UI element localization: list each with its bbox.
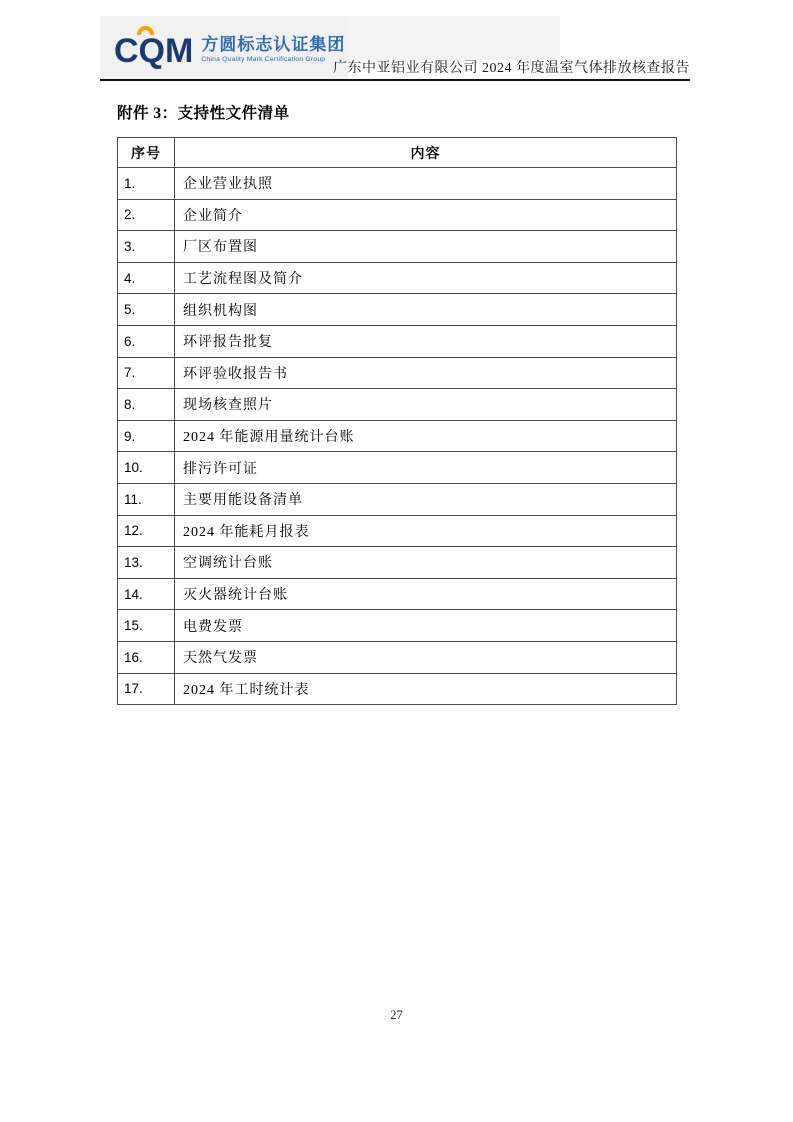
row-content-cell: 工艺流程图及简介 — [175, 262, 677, 294]
row-number-cell: 6. — [118, 325, 175, 357]
table-row — [118, 610, 677, 642]
header-divider — [100, 79, 690, 81]
cqm-logo-block — [100, 16, 348, 79]
table-row — [118, 578, 677, 610]
row-number-cell: 12. — [118, 515, 175, 547]
row-content-cell: 2024 年工时统计表 — [175, 673, 677, 705]
row-content-cell: 天然气发票 — [175, 641, 677, 673]
row-content-cell: 2024 年能源用量统计台账 — [175, 420, 677, 452]
row-number-cell: 10. — [118, 452, 175, 484]
row-number-cell: 8. — [118, 389, 175, 421]
row-number-cell: 16. — [118, 641, 175, 673]
report-header-title: 广东中亚铝业有限公司 2024 年度温室气体排放核查报告 — [333, 61, 690, 76]
supporting-documents-table — [117, 137, 677, 705]
row-content-cell: 企业营业执照 — [175, 168, 677, 200]
table-row — [118, 483, 677, 515]
cqm-logo-letters: CQM — [114, 31, 194, 70]
table-row — [118, 673, 677, 705]
doc-table-body — [118, 168, 677, 705]
row-content-cell: 组织机构图 — [175, 294, 677, 326]
row-content-cell: 环评报告批复 — [175, 325, 677, 357]
table-row — [118, 231, 677, 263]
cqm-logo — [114, 31, 194, 70]
row-number-cell: 11. — [118, 483, 175, 515]
row-number-cell: 9. — [118, 420, 175, 452]
column-header-content: 内容 — [175, 138, 677, 168]
table-row — [118, 515, 677, 547]
row-content-cell: 环评验收报告书 — [175, 357, 677, 389]
table-row — [118, 389, 677, 421]
row-content-cell: 排污许可证 — [175, 452, 677, 484]
logo-arc-icon — [137, 26, 154, 35]
logo-text-block — [201, 36, 345, 64]
table-row — [118, 168, 677, 200]
row-content-cell: 现场核查照片 — [175, 389, 677, 421]
row-number-cell: 2. — [118, 199, 175, 231]
row-number-cell: 17. — [118, 673, 175, 705]
row-number-cell: 1. — [118, 168, 175, 200]
table-row — [118, 420, 677, 452]
logo-chinese-name: 方圆标志认证集团 — [201, 34, 346, 54]
page-number: 27 — [390, 1008, 403, 1022]
table-row — [118, 294, 677, 326]
table-row — [118, 452, 677, 484]
row-content-cell: 主要用能设备清单 — [175, 483, 677, 515]
row-number-cell: 5. — [118, 294, 175, 326]
row-content-cell: 空调统计台账 — [175, 547, 677, 579]
row-number-cell: 4. — [118, 262, 175, 294]
row-number-cell: 15. — [118, 610, 175, 642]
table-header-row — [118, 138, 677, 168]
table-row — [118, 325, 677, 357]
row-number-cell: 7. — [118, 357, 175, 389]
table-header — [118, 138, 677, 168]
column-header-number: 序号 — [118, 138, 175, 168]
row-content-cell: 灭火器统计台账 — [175, 578, 677, 610]
table-row — [118, 641, 677, 673]
table-row — [118, 262, 677, 294]
table-row — [118, 357, 677, 389]
table-row — [118, 547, 677, 579]
row-number-cell: 14. — [118, 578, 175, 610]
row-content-cell: 电费发票 — [175, 610, 677, 642]
attachment-title: 附件 3：支持性文件清单 — [117, 105, 290, 122]
row-number-cell: 13. — [118, 547, 175, 579]
row-content-cell: 2024 年能耗月报表 — [175, 515, 677, 547]
row-number-cell: 3. — [118, 231, 175, 263]
logo-english-name: China Quality Mark Certification Group — [201, 56, 326, 64]
row-content-cell: 厂区布置图 — [175, 231, 677, 263]
table-row — [118, 199, 677, 231]
row-content-cell: 企业简介 — [175, 199, 677, 231]
